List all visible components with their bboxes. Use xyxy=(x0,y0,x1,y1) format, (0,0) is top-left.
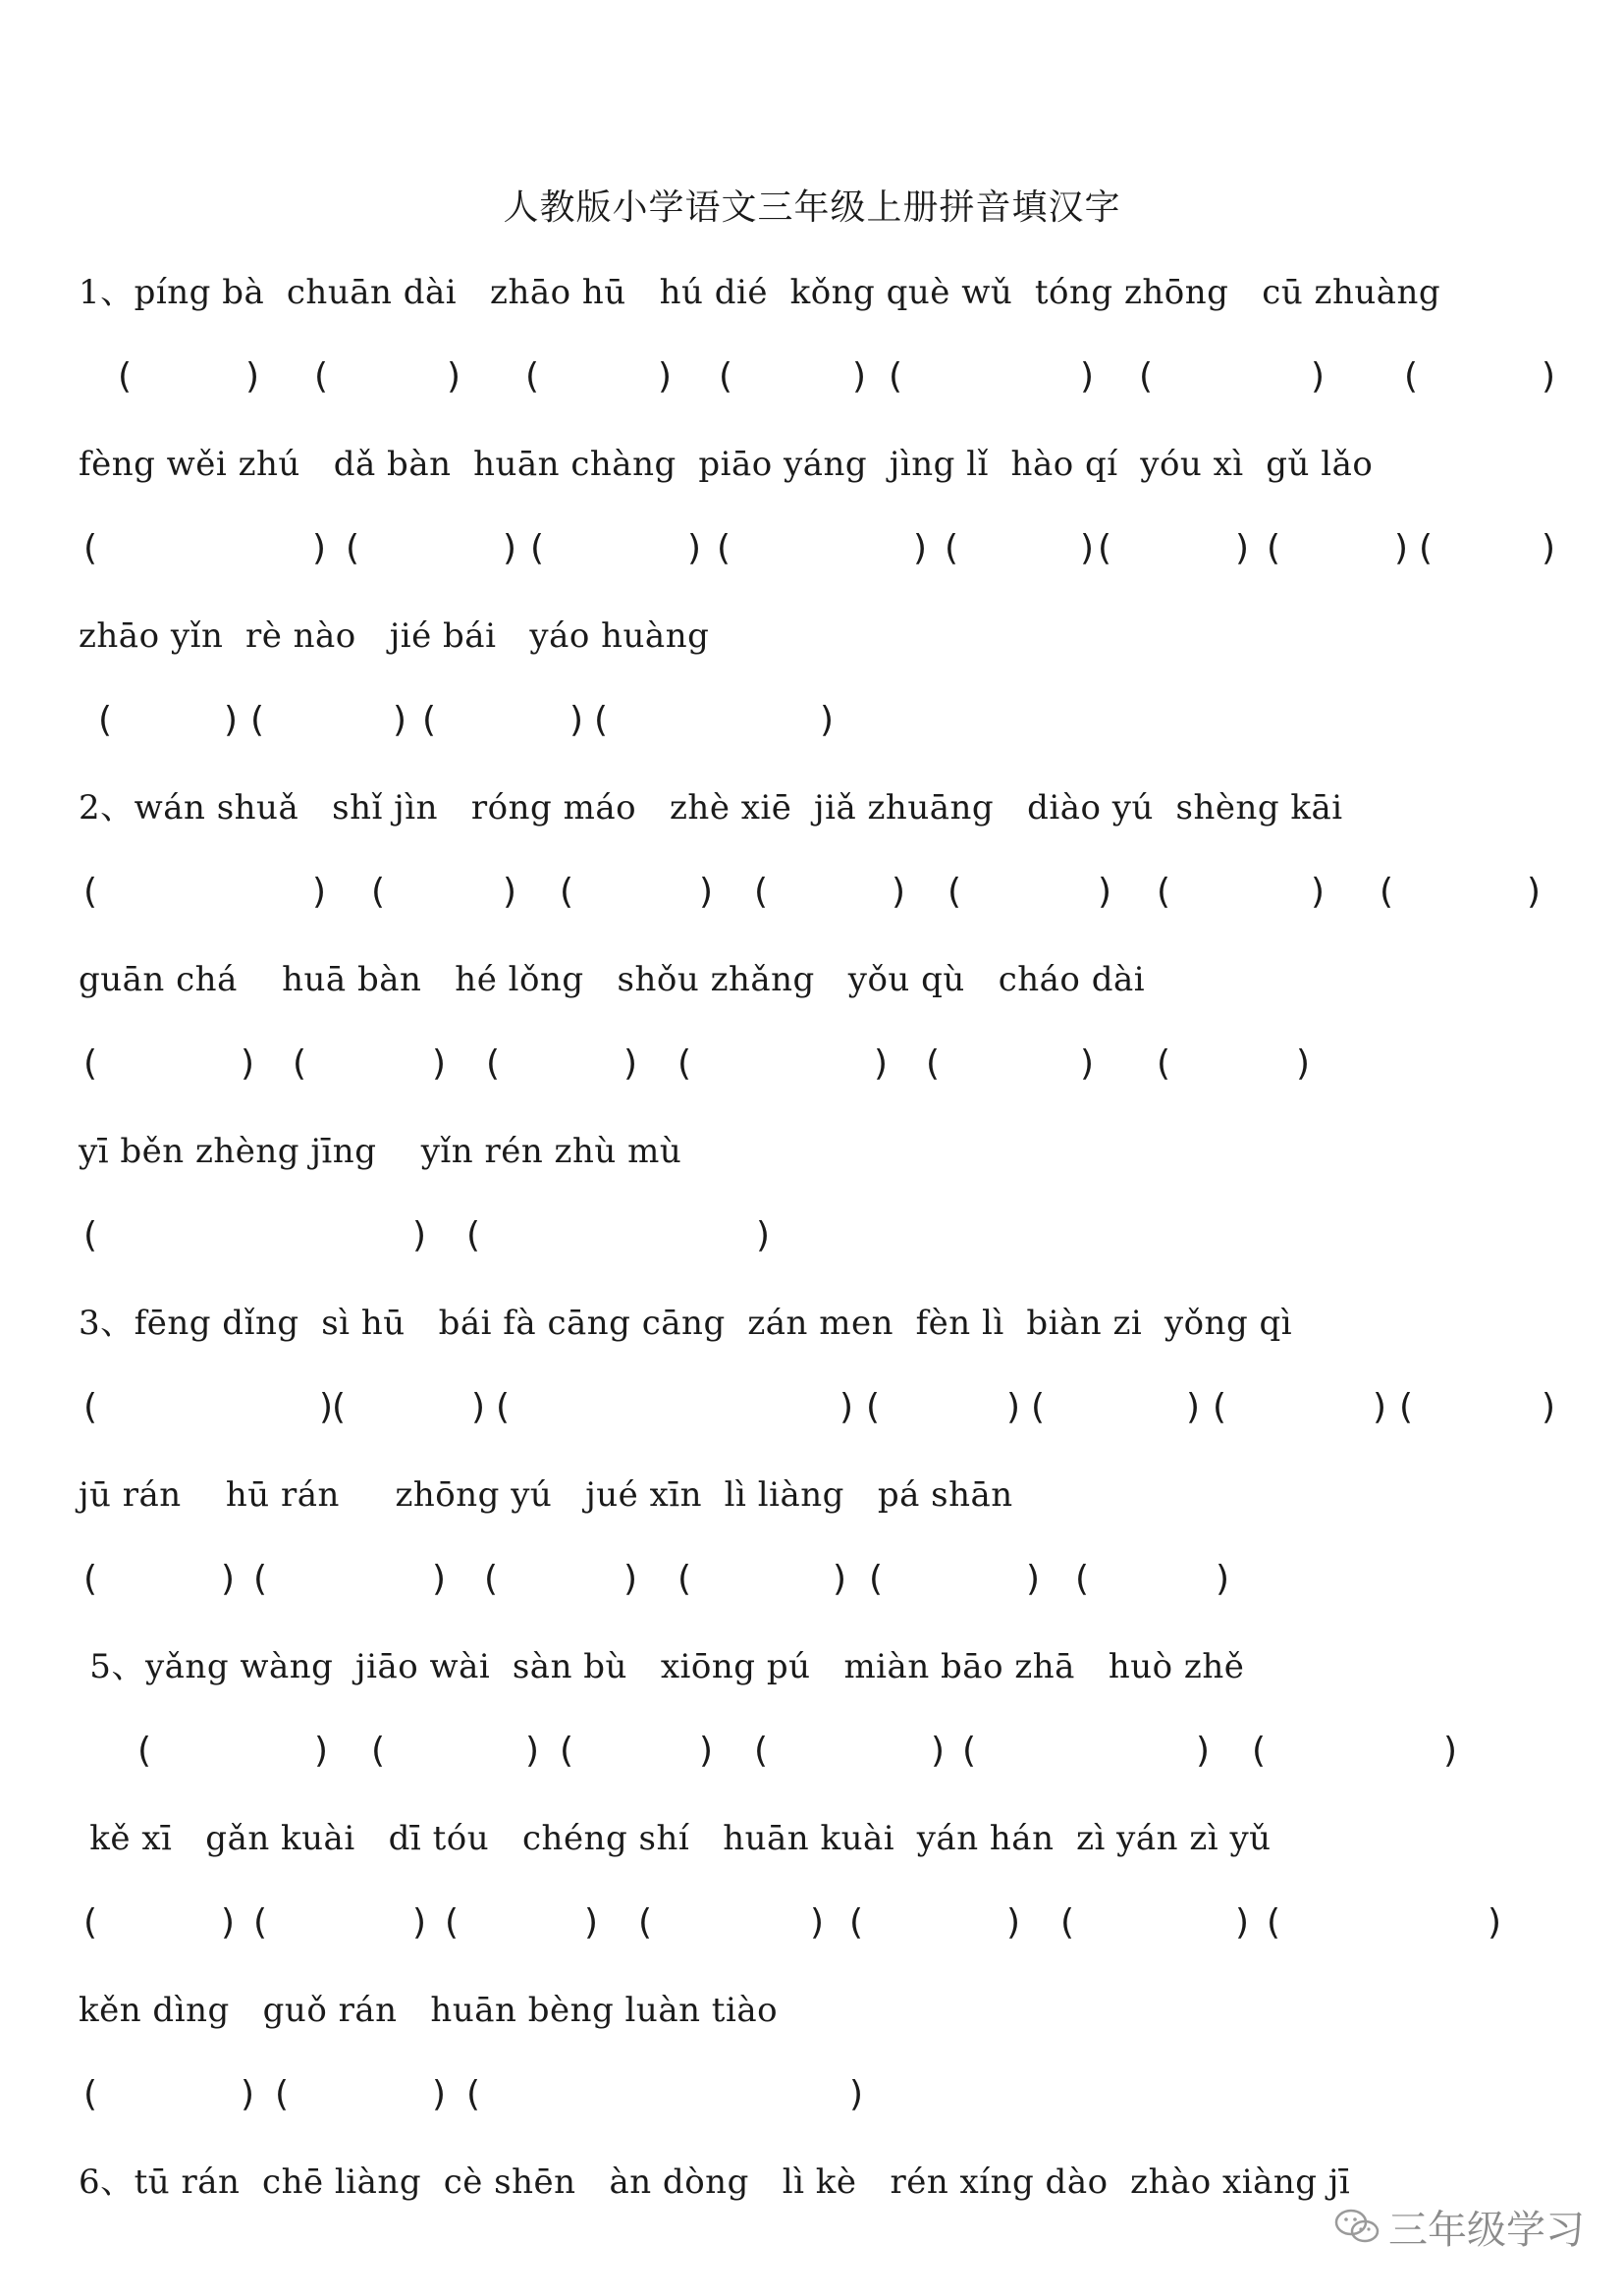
pinyin-line: zhāo yǐn rè nào jié bái yáo huàng xyxy=(79,616,710,656)
answer-paren-open: ( xyxy=(1404,356,1419,397)
answer-paren-open: ( xyxy=(83,1902,98,1943)
answer-paren-close: ) xyxy=(432,1559,447,1599)
answer-paren-close: ) xyxy=(503,528,517,568)
answer-paren-close: ) xyxy=(1373,1387,1387,1427)
answer-paren-close: ) xyxy=(412,1902,427,1943)
answer-paren-open: ( xyxy=(371,872,386,912)
answer-paren-open: ( xyxy=(250,700,265,740)
answer-paren-open: ( xyxy=(83,528,98,568)
answer-paren-open: ( xyxy=(371,1731,386,1771)
pinyin-line: kě xī gǎn kuài dī tóu chéng shí huān kuài yán hán zì yán zì yǔ xyxy=(79,1819,1272,1858)
answer-paren-open: ( xyxy=(83,2074,98,2114)
answer-paren-close: ) xyxy=(874,1043,889,1084)
answer-paren-close: ) xyxy=(810,1902,825,1943)
answer-paren-close: ) xyxy=(1542,528,1556,568)
answer-paren-open: ( xyxy=(1098,528,1112,568)
watermark xyxy=(1333,2199,1585,2254)
answer-paren-open: ( xyxy=(1399,1387,1414,1427)
answer-paren-close: ) xyxy=(623,1043,638,1084)
answer-paren-open: ( xyxy=(98,700,113,740)
answer-paren-close: ) xyxy=(432,1043,447,1084)
answer-paren-close: ) xyxy=(569,700,584,740)
answer-paren-open: ( xyxy=(962,1731,977,1771)
answer-paren-open: ( xyxy=(293,1043,307,1084)
answer-paren-open: ( xyxy=(638,1902,653,1943)
answer-paren-close: ) xyxy=(699,1731,714,1771)
answer-paren-open: ( xyxy=(677,1559,692,1599)
answer-paren-close: ) xyxy=(1542,356,1556,397)
answer-paren-close: ) xyxy=(1186,1387,1201,1427)
answer-paren-close: ) xyxy=(1443,1731,1458,1771)
answer-paren-open: ( xyxy=(1157,1043,1171,1084)
answer-paren-close: ) xyxy=(699,872,714,912)
answer-paren-open: ( xyxy=(560,872,574,912)
answer-paren-open: ( xyxy=(83,1215,98,1255)
answer-paren-close: ) xyxy=(687,528,702,568)
answer-paren-close: ) xyxy=(820,700,835,740)
answer-paren-close: ) xyxy=(221,1559,236,1599)
answer-paren-close: ) xyxy=(224,700,239,740)
answer-paren-open: ( xyxy=(1075,1559,1090,1599)
answer-paren-open: ( xyxy=(496,1387,511,1427)
answer-paren-open: ( xyxy=(1252,1731,1267,1771)
answer-paren-open: ( xyxy=(83,1559,98,1599)
pinyin-line: 1、píng bà chuān dài zhāo hū hú dié kǒng què wǔ tóng zhōng cū zhuàng xyxy=(79,273,1441,312)
answer-paren-close: ) xyxy=(1216,1559,1230,1599)
answer-paren-close: ) xyxy=(1394,528,1409,568)
answer-paren-close: ) xyxy=(839,1387,854,1427)
answer-paren-close: ) xyxy=(1235,1902,1250,1943)
watermark-text: 三年级学习 xyxy=(1388,2207,1585,2253)
answer-paren-close: ) xyxy=(1296,1043,1311,1084)
pinyin-line: kěn dìng guǒ rán huān bèng luàn tiào xyxy=(79,1991,779,2030)
answer-paren-open: ( xyxy=(926,1043,941,1084)
answer-paren-open: ( xyxy=(253,1902,268,1943)
answer-paren-open: ( xyxy=(466,1215,481,1255)
answer-paren-close: ) xyxy=(1006,1902,1021,1943)
answer-paren-open: ( xyxy=(525,356,540,397)
answer-paren-open: ( xyxy=(1031,1387,1046,1427)
answer-paren-open: ( xyxy=(1060,1902,1075,1943)
answer-paren-open: ( xyxy=(889,356,903,397)
pinyin-line: 3、fēng dǐng sì hū bái fà cāng cāng zán men fèn lì biàn zi yǒng qì xyxy=(79,1304,1293,1343)
answer-paren-open: ( xyxy=(118,356,133,397)
answer-paren-close: ) xyxy=(221,1902,236,1943)
answer-paren-close: ) xyxy=(503,872,517,912)
answer-paren-open: ( xyxy=(346,528,360,568)
answer-paren-close: ) xyxy=(1080,1043,1095,1084)
answer-paren-open: ( xyxy=(945,528,959,568)
answer-paren-close: ) xyxy=(1235,528,1250,568)
answer-paren-close: ) xyxy=(756,1215,771,1255)
pinyin-line: yī běn zhèng jīng yǐn rén zhù mù xyxy=(79,1132,682,1171)
answer-paren-open: ( xyxy=(869,1559,884,1599)
answer-paren-close: ) xyxy=(412,1215,427,1255)
answer-paren-close: ) xyxy=(833,1559,847,1599)
answer-paren-close: ) xyxy=(432,2074,447,2114)
answer-paren-open: ( xyxy=(1419,528,1434,568)
answer-paren-open: ( xyxy=(754,872,769,912)
answer-paren-close: ) xyxy=(525,1731,540,1771)
answer-paren-close: ) xyxy=(1098,872,1112,912)
answer-paren-open: ( xyxy=(253,1559,268,1599)
answer-paren-open: ( xyxy=(530,528,545,568)
answer-paren-close: ) xyxy=(1311,872,1326,912)
answer-paren-open: ( xyxy=(466,2074,481,2114)
pinyin-line: fèng wěi zhú dǎ bàn huān chàng piāo yáng jìng lǐ hào qí yóu xì gǔ lǎo xyxy=(79,445,1374,484)
pinyin-line: jū rán hū rán zhōng yú jué xīn lì liàng pá shān xyxy=(79,1475,1013,1515)
answer-paren-open: ( xyxy=(717,528,731,568)
answer-paren-open: ( xyxy=(677,1043,692,1084)
answer-paren-open: ( xyxy=(1139,356,1154,397)
answer-paren-open: ( xyxy=(1267,528,1281,568)
answer-paren-close: ) xyxy=(913,528,928,568)
answer-paren-open: ( xyxy=(275,2074,290,2114)
answer-paren-close: ) xyxy=(1527,872,1542,912)
answer-paren-open: ( xyxy=(83,872,98,912)
answer-paren-open: ( xyxy=(83,1043,98,1084)
wechat-icon xyxy=(1333,2207,1380,2246)
answer-paren-close: ) xyxy=(1080,356,1095,397)
answer-paren-open: ( xyxy=(484,1559,499,1599)
answer-paren-close: ) xyxy=(1080,528,1095,568)
answer-paren-open: ( xyxy=(83,1387,98,1427)
answer-paren-close: ) xyxy=(1026,1559,1041,1599)
answer-paren-close: ) xyxy=(393,700,407,740)
pinyin-line: guān chá huā bàn hé lǒng shǒu zhǎng yǒu qù cháo dài xyxy=(79,960,1146,999)
answer-paren-close: ) xyxy=(312,528,327,568)
answer-paren-open: ( xyxy=(422,700,437,740)
answer-paren-close: ) xyxy=(241,1043,255,1084)
answer-paren-open: ( xyxy=(314,356,329,397)
answer-paren-close: ) xyxy=(623,1559,638,1599)
page-title: 人教版小学语文三年级上册拼音填汉字 xyxy=(503,187,1121,228)
answer-paren-open: ( xyxy=(947,872,962,912)
answer-paren-close: ) xyxy=(245,356,260,397)
answer-paren-close: ) xyxy=(241,2074,255,2114)
answer-paren-open: ( xyxy=(719,356,733,397)
answer-paren-close: ) xyxy=(314,1731,329,1771)
answer-paren-close: ) xyxy=(1006,1387,1021,1427)
answer-paren-open: ( xyxy=(332,1387,347,1427)
pinyin-line: 6、tū rán chē liàng cè shēn àn dòng lì kè rén xíng dào zhào xiàng jī xyxy=(79,2163,1351,2202)
answer-paren-close: ) xyxy=(584,1902,599,1943)
answer-paren-open: ( xyxy=(445,1902,460,1943)
answer-paren-close: ) xyxy=(1196,1731,1211,1771)
answer-paren-open: ( xyxy=(866,1387,881,1427)
answer-paren-open: ( xyxy=(754,1731,769,1771)
answer-paren-close: ) xyxy=(447,356,461,397)
answer-paren-open: ( xyxy=(1380,872,1394,912)
answer-paren-close: ) xyxy=(931,1731,946,1771)
answer-paren-open: ( xyxy=(1157,872,1171,912)
answer-paren-close: ) xyxy=(1311,356,1326,397)
answer-paren-open: ( xyxy=(486,1043,501,1084)
answer-paren-open: ( xyxy=(849,1902,864,1943)
answer-paren-close: ) xyxy=(852,356,867,397)
answer-paren-close: ) xyxy=(849,2074,864,2114)
pinyin-line: 2、wán shuǎ shǐ jìn róng máo zhè xiē jiǎ zhuāng diào yú shèng kāi xyxy=(79,788,1343,828)
answer-paren-close: ) xyxy=(319,1387,334,1427)
answer-paren-close: ) xyxy=(471,1387,486,1427)
answer-paren-close: ) xyxy=(1488,1902,1502,1943)
answer-paren-open: ( xyxy=(594,700,609,740)
answer-paren-close: ) xyxy=(1542,1387,1556,1427)
answer-paren-open: ( xyxy=(137,1731,152,1771)
answer-paren-close: ) xyxy=(312,872,327,912)
answer-paren-open: ( xyxy=(1267,1902,1281,1943)
answer-paren-open: ( xyxy=(560,1731,574,1771)
answer-paren-open: ( xyxy=(1213,1387,1227,1427)
answer-paren-close: ) xyxy=(892,872,906,912)
answer-paren-close: ) xyxy=(658,356,673,397)
pinyin-line: 5、yǎng wàng jiāo wài sàn bù xiōng pú miàn bāo zhā huò zhě xyxy=(79,1647,1245,1686)
